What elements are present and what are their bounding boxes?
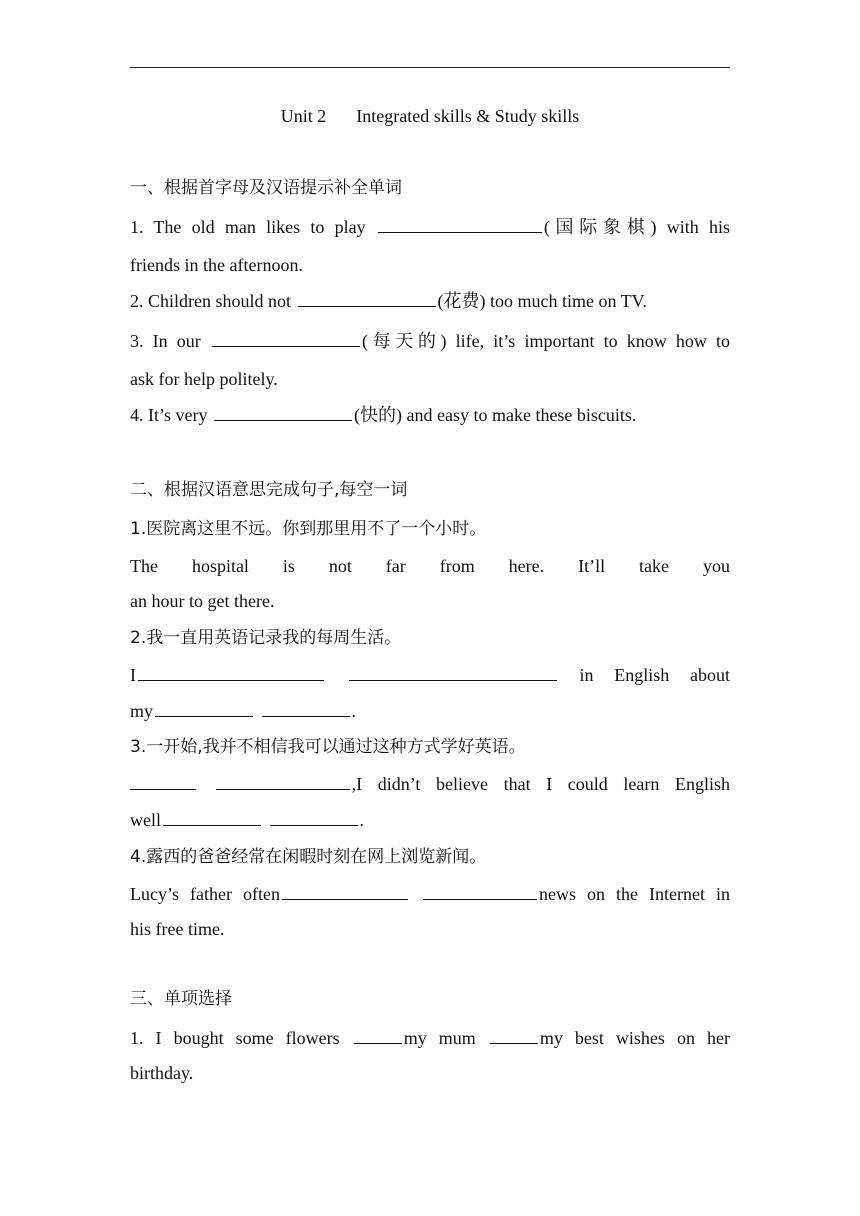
s2-q2-blank4[interactable] xyxy=(262,715,350,717)
s3-q1-mid: my mum xyxy=(403,1028,476,1048)
s2-q4-blank1[interactable] xyxy=(282,898,408,900)
s2-q2-blank1[interactable] xyxy=(138,679,324,681)
s2-q3-chinese: 3.一开始,我并不相信我可以通过这种方式学好英语。 xyxy=(130,737,526,757)
s1-q1-pre: 1. The old man likes to play xyxy=(130,217,366,237)
s2-q3-blank2[interactable] xyxy=(216,788,350,790)
s3-q1-line2: birthday. xyxy=(130,1063,194,1083)
s2-q4-chinese: 4.露西的爸爸经常在闲暇时刻在网上浏览新闻。 xyxy=(130,847,487,867)
s2-q2-mid: in English about xyxy=(579,665,730,685)
s2-q3-blank1[interactable] xyxy=(130,788,196,790)
s1-q2-line xyxy=(130,289,730,313)
s2-q2-line2 xyxy=(130,699,730,723)
s2-q2-start: I xyxy=(130,665,136,685)
s2-q3-blank4[interactable] xyxy=(270,824,358,826)
s1-q3-line2: ask for help politely. xyxy=(130,369,278,389)
s3-q1-blank2[interactable] xyxy=(490,1042,538,1044)
s1-q2-pre: 2. Children should not xyxy=(130,291,291,311)
s2-q1-line1: The hospital is not far from here. It’ll take you xyxy=(130,556,730,576)
s1-q4-post: and easy to make these biscuits. xyxy=(406,405,637,425)
section3-heading: 三、单项选择 xyxy=(130,989,232,1009)
s1-q1-hint: (国际象棋) xyxy=(543,217,657,237)
s1-q4-pre: 4. It’s very xyxy=(130,405,208,425)
s2-q1-chinese: 1.医院离这里不远。你到那里用不了一个小时。 xyxy=(130,519,487,539)
page-title xyxy=(130,104,730,128)
s2-q2-chinese: 2.我一直用英语记录我的每周生活。 xyxy=(130,628,402,648)
s2-q3-mid: ,I didn’t believe that I could learn English xyxy=(351,774,731,794)
s2-q2-blank2[interactable] xyxy=(349,679,557,681)
s2-q3-line1 xyxy=(130,772,730,796)
header-rule xyxy=(130,67,730,68)
s1-q4-hint: (快的) xyxy=(353,405,402,425)
s1-q1-line2: friends in the afternoon. xyxy=(130,255,303,275)
section1-heading: 一、根据首字母及汉语提示补全单词 xyxy=(130,178,402,198)
title-topic: Integrated skills & Study skills xyxy=(356,106,580,126)
s3-q1-blank1[interactable] xyxy=(354,1042,402,1044)
s1-q4-line xyxy=(130,403,730,427)
s2-q4-line1 xyxy=(130,882,730,906)
s3-q1-post: my best wishes on her xyxy=(539,1028,730,1048)
s2-q4-mid: news on the Internet in xyxy=(539,884,731,904)
s1-q1-blank[interactable] xyxy=(378,231,542,233)
s1-q1-post: with his xyxy=(666,217,731,237)
s2-q3-cont-start: well xyxy=(130,810,161,830)
s1-q1-line1 xyxy=(130,215,730,239)
s2-q4-start: Lucy’s father often xyxy=(130,884,280,904)
s2-q3-blank3[interactable] xyxy=(163,824,261,826)
s1-q2-blank[interactable] xyxy=(298,305,436,307)
s1-q3-line1 xyxy=(130,329,730,353)
s2-q2-blank3[interactable] xyxy=(155,715,253,717)
s1-q4-blank[interactable] xyxy=(214,419,352,421)
s2-q4-line2: his free time. xyxy=(130,919,225,939)
title-unit: Unit 2 xyxy=(280,106,327,126)
s1-q3-hint: (每天的) xyxy=(361,331,447,351)
s2-q2-end: . xyxy=(351,701,357,721)
s2-q1-line2: an hour to get there. xyxy=(130,591,275,611)
s1-q2-post: too much time on TV. xyxy=(490,291,647,311)
s2-q4-blank2[interactable] xyxy=(423,898,537,900)
s3-q1-pre: 1. I bought some flowers xyxy=(130,1028,340,1048)
s2-q2-line1 xyxy=(130,663,730,687)
s2-q3-end: . xyxy=(359,810,364,830)
s1-q3-pre: 3. In our xyxy=(130,331,201,351)
section2-heading: 二、根据汉语意思完成句子,每空一词 xyxy=(130,480,408,500)
s3-q1-line1 xyxy=(130,1026,730,1050)
s2-q3-line2 xyxy=(130,808,730,832)
s1-q2-hint: (花费) xyxy=(437,291,486,311)
s2-q2-cont-start: my xyxy=(130,701,154,721)
s1-q3-post: life, it’s important to know how to xyxy=(455,331,731,351)
s1-q3-blank[interactable] xyxy=(212,345,360,347)
